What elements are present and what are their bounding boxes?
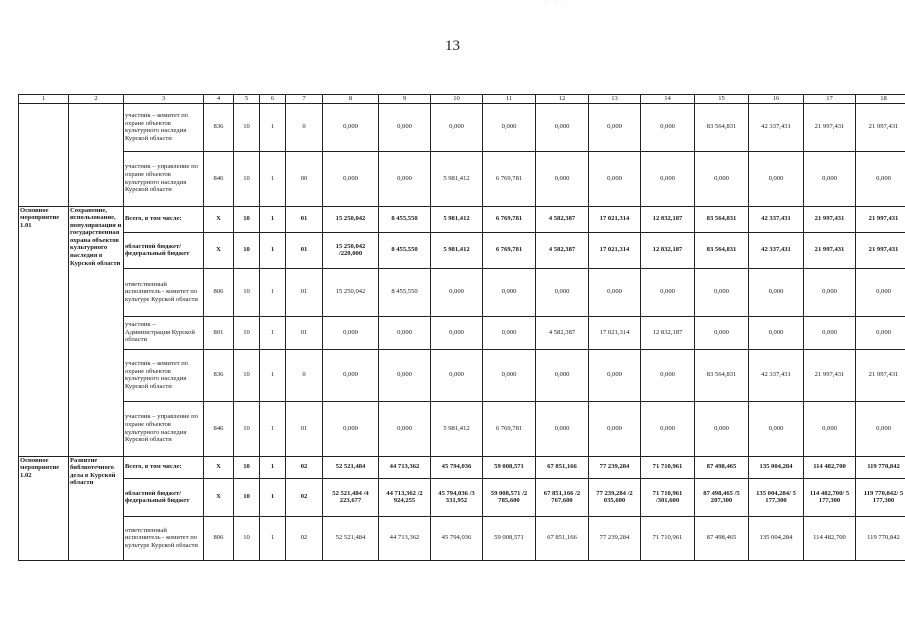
value-cell: 0,000: [641, 349, 695, 401]
value-cell: 10: [234, 516, 260, 560]
value-cell: 0,000: [589, 349, 641, 401]
funding-source-cell: участник – управление по охране объектов культурного наследия Курской области: [124, 401, 204, 456]
value-cell: 21 997,431: [856, 232, 905, 268]
value-cell: 87 498,465: [695, 516, 749, 560]
value-cell: 4 582,387: [536, 316, 589, 349]
value-cell: 1: [260, 206, 286, 232]
table-row: [19, 401, 905, 456]
table-row: [19, 316, 905, 349]
header-cell: 14: [641, 95, 695, 104]
value-cell: 77 239,284: [589, 456, 641, 478]
value-cell: 0,000: [804, 316, 856, 349]
value-cell: 0,000: [431, 268, 483, 316]
funding-source-cell: Всего, в том числе:: [124, 206, 204, 232]
value-cell: 0,000: [589, 268, 641, 316]
value-cell: 21 997,431: [804, 232, 856, 268]
header-cell: 6: [260, 95, 286, 104]
funding-source-cell: областной бюджет/ федеральный бюджет: [124, 478, 204, 516]
value-cell: 77 239,284: [589, 516, 641, 560]
value-cell: 42 337,431: [749, 206, 804, 232]
value-cell: X: [204, 232, 234, 268]
table-row: [19, 103, 905, 151]
value-cell: 45 794,036 /3 331,952: [431, 478, 483, 516]
header-cell: 7: [286, 95, 323, 104]
funding-source-cell: ответственный исполнитель - комитет по культуре Курской области: [124, 516, 204, 560]
value-cell: 67 851,166 /2 767,600: [536, 478, 589, 516]
value-cell: 44 713,362 /2 924,255: [379, 478, 431, 516]
value-cell: 0,000: [431, 349, 483, 401]
value-cell: 0,000: [749, 316, 804, 349]
table-row: [19, 232, 905, 268]
funding-source-cell: ответственный исполнитель - комитет по культуре Курской области: [124, 268, 204, 316]
value-cell: 836: [204, 349, 234, 401]
header-cell: 18: [856, 95, 905, 104]
value-cell: 8 455,550: [379, 268, 431, 316]
value-cell: 0: [286, 103, 323, 151]
value-cell: 0,000: [483, 349, 536, 401]
value-cell: 42 337,431: [749, 349, 804, 401]
value-cell: 01: [286, 206, 323, 232]
value-cell: 0,000: [804, 401, 856, 456]
value-cell: 0,000: [323, 103, 379, 151]
value-cell: 0,000: [483, 316, 536, 349]
measure-cell: Основное мероприятие 1.01: [19, 206, 69, 456]
measure-cell: Основное мероприятие 1.02: [19, 456, 69, 560]
value-cell: 114 482,700/ 5 177,300: [804, 478, 856, 516]
value-cell: X: [204, 206, 234, 232]
header-cell: 5: [234, 95, 260, 104]
value-cell: 0,000: [379, 316, 431, 349]
value-cell: 71 710,961 /301,600: [641, 478, 695, 516]
value-cell: 52 521,484: [323, 516, 379, 560]
value-cell: 10: [234, 268, 260, 316]
header-cell: 10: [431, 95, 483, 104]
value-cell: 10: [234, 401, 260, 456]
header-cell: 17: [804, 95, 856, 104]
value-cell: 83 564,831: [695, 103, 749, 151]
value-cell: 135 004,284: [749, 456, 804, 478]
value-cell: 45 794,036: [431, 516, 483, 560]
value-cell: 0,000: [379, 401, 431, 456]
header-cell: 3: [124, 95, 204, 104]
value-cell: 0,000: [641, 268, 695, 316]
value-cell: 0,000: [641, 103, 695, 151]
value-cell: 1: [260, 401, 286, 456]
value-cell: 21 997,431: [804, 103, 856, 151]
value-cell: 8 455,550: [379, 206, 431, 232]
measure-title-cell: [69, 103, 124, 206]
value-cell: 1: [260, 349, 286, 401]
value-cell: 6 769,781: [483, 206, 536, 232]
value-cell: 1: [260, 268, 286, 316]
value-cell: 0,000: [379, 103, 431, 151]
value-cell: 45 794,036: [431, 456, 483, 478]
value-cell: 0,000: [536, 349, 589, 401]
value-cell: 67 851,166: [536, 516, 589, 560]
value-cell: 5 981,412: [431, 206, 483, 232]
value-cell: 119 770,842/ 5 177,300: [856, 478, 905, 516]
value-cell: 02: [286, 456, 323, 478]
header-cell: 11: [483, 95, 536, 104]
table-row: [19, 206, 905, 232]
scan-artifact: · · ·: [545, 0, 569, 6]
table-row: [19, 349, 905, 401]
value-cell: 0,000: [695, 316, 749, 349]
measure-title-cell: Сохранение, использование, популяризация и государственная охрана объектов культурного наследия в Курской области: [69, 206, 124, 456]
header-cell: 1: [19, 95, 69, 104]
value-cell: 0,000: [589, 103, 641, 151]
value-cell: 0,000: [483, 268, 536, 316]
value-cell: 0,000: [483, 103, 536, 151]
table-row: [19, 456, 905, 478]
value-cell: 17 021,314: [589, 232, 641, 268]
value-cell: 5 981,412: [431, 151, 483, 206]
value-cell: 0,000: [856, 268, 905, 316]
value-cell: 1: [260, 316, 286, 349]
value-cell: 02: [286, 516, 323, 560]
value-cell: 135 004,284/ 5 177,300: [749, 478, 804, 516]
value-cell: 0,000: [856, 316, 905, 349]
value-cell: 1: [260, 516, 286, 560]
value-cell: 0,000: [536, 401, 589, 456]
value-cell: X: [204, 478, 234, 516]
value-cell: 1: [260, 103, 286, 151]
value-cell: 0,000: [536, 151, 589, 206]
value-cell: 59 008,571 /2 785,600: [483, 478, 536, 516]
value-cell: 1: [260, 232, 286, 268]
value-cell: 01: [286, 401, 323, 456]
value-cell: 0,000: [323, 151, 379, 206]
header-cell: 16: [749, 95, 804, 104]
table-row: [19, 478, 905, 516]
value-cell: 135 004,284: [749, 516, 804, 560]
value-cell: 10: [234, 151, 260, 206]
value-cell: 15 250,042 /220,000: [323, 232, 379, 268]
table-row: [19, 516, 905, 560]
value-cell: 0,000: [536, 268, 589, 316]
value-cell: 10: [234, 478, 260, 516]
header-row: [19, 95, 905, 104]
value-cell: 0,000: [589, 401, 641, 456]
value-cell: 02: [286, 478, 323, 516]
header-cell: 8: [323, 95, 379, 104]
value-cell: 83 564,831: [695, 349, 749, 401]
value-cell: 0,000: [749, 151, 804, 206]
value-cell: 114 482,700: [804, 516, 856, 560]
value-cell: 0,000: [641, 401, 695, 456]
value-cell: 0,000: [536, 103, 589, 151]
value-cell: 6 769,781: [483, 232, 536, 268]
value-cell: 15 250,042: [323, 268, 379, 316]
value-cell: 4 582,387: [536, 232, 589, 268]
value-cell: X: [204, 456, 234, 478]
value-cell: 87 498,465 /5 207,300: [695, 478, 749, 516]
value-cell: 0,000: [695, 268, 749, 316]
value-cell: 10: [234, 349, 260, 401]
value-cell: 42 337,431: [749, 103, 804, 151]
value-cell: 83 564,831: [695, 232, 749, 268]
header-cell: 4: [204, 95, 234, 104]
value-cell: 67 851,166: [536, 456, 589, 478]
value-cell: 846: [204, 401, 234, 456]
funding-source-cell: участник – комитет по охране объектов культурного наследия Курской области: [124, 103, 204, 151]
value-cell: 83 564,831: [695, 206, 749, 232]
value-cell: 71 710,961: [641, 516, 695, 560]
value-cell: 21 997,431: [856, 206, 905, 232]
value-cell: 01: [286, 268, 323, 316]
value-cell: 12 832,187: [641, 316, 695, 349]
measure-title-cell: Развитие библиотечного дела в Курской области: [69, 456, 124, 560]
value-cell: 0,000: [379, 349, 431, 401]
value-cell: 0,000: [323, 316, 379, 349]
value-cell: 0,000: [431, 316, 483, 349]
value-cell: 10: [234, 456, 260, 478]
table-row: [19, 268, 905, 316]
value-cell: 21 997,431: [856, 349, 905, 401]
value-cell: 0,000: [589, 151, 641, 206]
value-cell: 0,000: [641, 151, 695, 206]
header-cell: 2: [69, 95, 124, 104]
value-cell: 0,000: [695, 151, 749, 206]
funding-source-cell: областной бюджет/ федеральный бюджет: [124, 232, 204, 268]
value-cell: 52 521,484 /4 223,677: [323, 478, 379, 516]
header-cell: 9: [379, 95, 431, 104]
header-cell: 12: [536, 95, 589, 104]
value-cell: 806: [204, 268, 234, 316]
value-cell: 0,000: [695, 401, 749, 456]
value-cell: 21 997,431: [804, 206, 856, 232]
value-cell: 1: [260, 478, 286, 516]
value-cell: 1: [260, 151, 286, 206]
funding-source-cell: участник – управление по охране объектов культурного наследия Курской области: [124, 151, 204, 206]
value-cell: 00: [286, 151, 323, 206]
value-cell: 0,000: [856, 401, 905, 456]
value-cell: 17 021,314: [589, 316, 641, 349]
value-cell: 0,000: [379, 151, 431, 206]
funding-source-cell: участник – Администрация Курской области: [124, 316, 204, 349]
value-cell: 846: [204, 151, 234, 206]
value-cell: 836: [204, 103, 234, 151]
value-cell: 17 021,314: [589, 206, 641, 232]
value-cell: 0,000: [804, 151, 856, 206]
value-cell: 44 713,362: [379, 456, 431, 478]
value-cell: 806: [204, 516, 234, 560]
header-cell: 13: [589, 95, 641, 104]
value-cell: 0,000: [323, 349, 379, 401]
value-cell: 6 769,781: [483, 151, 536, 206]
value-cell: 59 008,571: [483, 456, 536, 478]
value-cell: 15 250,042: [323, 206, 379, 232]
value-cell: 10: [234, 232, 260, 268]
table-row: [19, 151, 905, 206]
value-cell: 10: [234, 206, 260, 232]
value-cell: 52 521,484: [323, 456, 379, 478]
value-cell: 0,000: [804, 268, 856, 316]
value-cell: 12 832,187: [641, 206, 695, 232]
value-cell: 6 769,781: [483, 401, 536, 456]
value-cell: 8 455,550: [379, 232, 431, 268]
value-cell: 10: [234, 316, 260, 349]
value-cell: 21 997,431: [804, 349, 856, 401]
header-cell: 15: [695, 95, 749, 104]
value-cell: 0,000: [323, 401, 379, 456]
value-cell: 1: [260, 456, 286, 478]
value-cell: 0,000: [749, 401, 804, 456]
page-number: 13: [445, 38, 460, 54]
value-cell: 119 770,842: [856, 516, 905, 560]
funding-source-cell: участник – комитет по охране объектов культурного наследия Курской области: [124, 349, 204, 401]
value-cell: 42 337,431: [749, 232, 804, 268]
value-cell: 44 713,362: [379, 516, 431, 560]
value-cell: 0: [286, 349, 323, 401]
value-cell: 801: [204, 316, 234, 349]
value-cell: 21 997,431: [856, 103, 905, 151]
value-cell: 01: [286, 316, 323, 349]
measure-cell: [19, 103, 69, 206]
value-cell: 87 498,465: [695, 456, 749, 478]
value-cell: 59 008,571: [483, 516, 536, 560]
value-cell: 119 770,842: [856, 456, 905, 478]
value-cell: 0,000: [749, 268, 804, 316]
value-cell: 0,000: [431, 103, 483, 151]
value-cell: 114 482,700: [804, 456, 856, 478]
value-cell: 01: [286, 232, 323, 268]
value-cell: 10: [234, 103, 260, 151]
funding-source-cell: Всего, в том числе:: [124, 456, 204, 478]
value-cell: 5 981,412: [431, 232, 483, 268]
budget-table: [18, 94, 905, 561]
value-cell: 71 710,961: [641, 456, 695, 478]
value-cell: 0,000: [856, 151, 905, 206]
value-cell: 5 981,412: [431, 401, 483, 456]
value-cell: 12 832,187: [641, 232, 695, 268]
value-cell: 4 582,387: [536, 206, 589, 232]
value-cell: 77 239,284 /2 035,600: [589, 478, 641, 516]
